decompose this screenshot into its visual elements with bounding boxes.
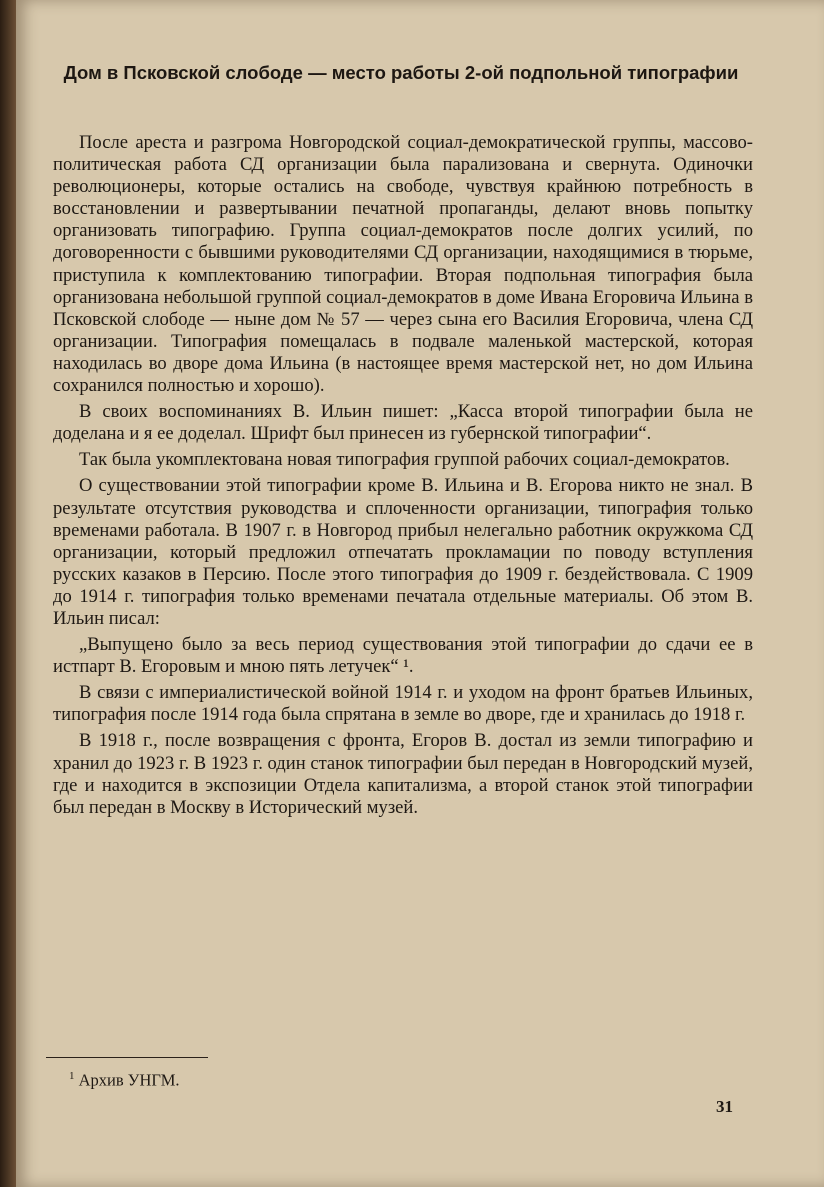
footnote-marker: 1: [69, 1070, 75, 1082]
footnote-divider: [46, 1057, 208, 1058]
paragraph-1: После ареста и разгрома Новгородской социал-демократической группы, массово-политическая работа СД организации была парализована и свернута. Одиночки революционеры, которые остались на свободе, чувствуя крайнюю потребность в восстановлении и развертывании печатной пропаганды, делают вновь попытку организовать типографию. Группа социал-демократов после долгих усилий, по договоренности с бывшими руководителями СД организации, находящимися в тюрьме, приступила к комплектованию типографии. Вторая подпольная типография была организована небольшой группой социал-демократов в доме Ивана Егоровича Ильина в Псковской слободе — ныне дом № 57 — через сына его Василия Егоровича, члена СД организации. Типография помещалась в подвале маленькой мастерской, которая находилась во дворе дома Ильина (в настоящее время мастерской нет, но дом Ильина сохранился полностью и хорошо).: [53, 132, 753, 397]
page-title: Дом в Псковской слободе — место работы 2-ой подпольной типографии: [63, 62, 739, 83]
page-number: 31: [716, 1097, 733, 1116]
paragraph-3: Так была укомплектована новая типография группой рабочих социал-демократов.: [79, 449, 730, 471]
footnote-text: Архив УНГМ.: [78, 1070, 180, 1090]
page-binding-edge: [0, 0, 16, 1187]
paragraph-4: О существовании этой типографии кроме В. Ильина и В. Егорова никто не знал. В результате отсутствия руководства и сплоченности организации, типография только временами работала. В 1907 г. в Новгород прибыл нелегально работник окружкома СД организации, который предложил отпечатать прокламации по поводу вступления русских казаков в Персию. После этого типография до 1909 г. бездействовала. С 1909 до 1914 г. типография только временами печатала отдельные материалы. Об этом В. Ильин писал:: [53, 475, 753, 629]
paragraph-5: „Выпущено было за весь период существования этой типографии до сдачи ее в истпарт В. Егоровым и мною пять летучек“ ¹.: [53, 634, 753, 678]
paragraph-7: В 1918 г., после возвращения с фронта, Егоров В. достал из земли типографию и хранил до 1923 г. В 1923 г. один станок типографии был передан в Новгородский музей, где и находится в экспозиции Отдела капитализма, а второй станок этой типографии был передан в Москву в Исторический музей.: [53, 730, 753, 818]
book-page: [16, 0, 824, 1187]
footnote: [69, 1070, 180, 1091]
paragraph-2: В своих воспоминаниях В. Ильин пишет: „Касса второй типографии была не доделана и я ее доделал. Шрифт был принесен из губернской типографии“.: [53, 401, 753, 445]
paragraph-6: В связи с империалистической войной 1914 г. и уходом на фронт братьев Ильиных, типография после 1914 года была спрятана в земле во дворе, где и хранилась до 1918 г.: [53, 682, 753, 726]
body-text: [53, 132, 753, 823]
